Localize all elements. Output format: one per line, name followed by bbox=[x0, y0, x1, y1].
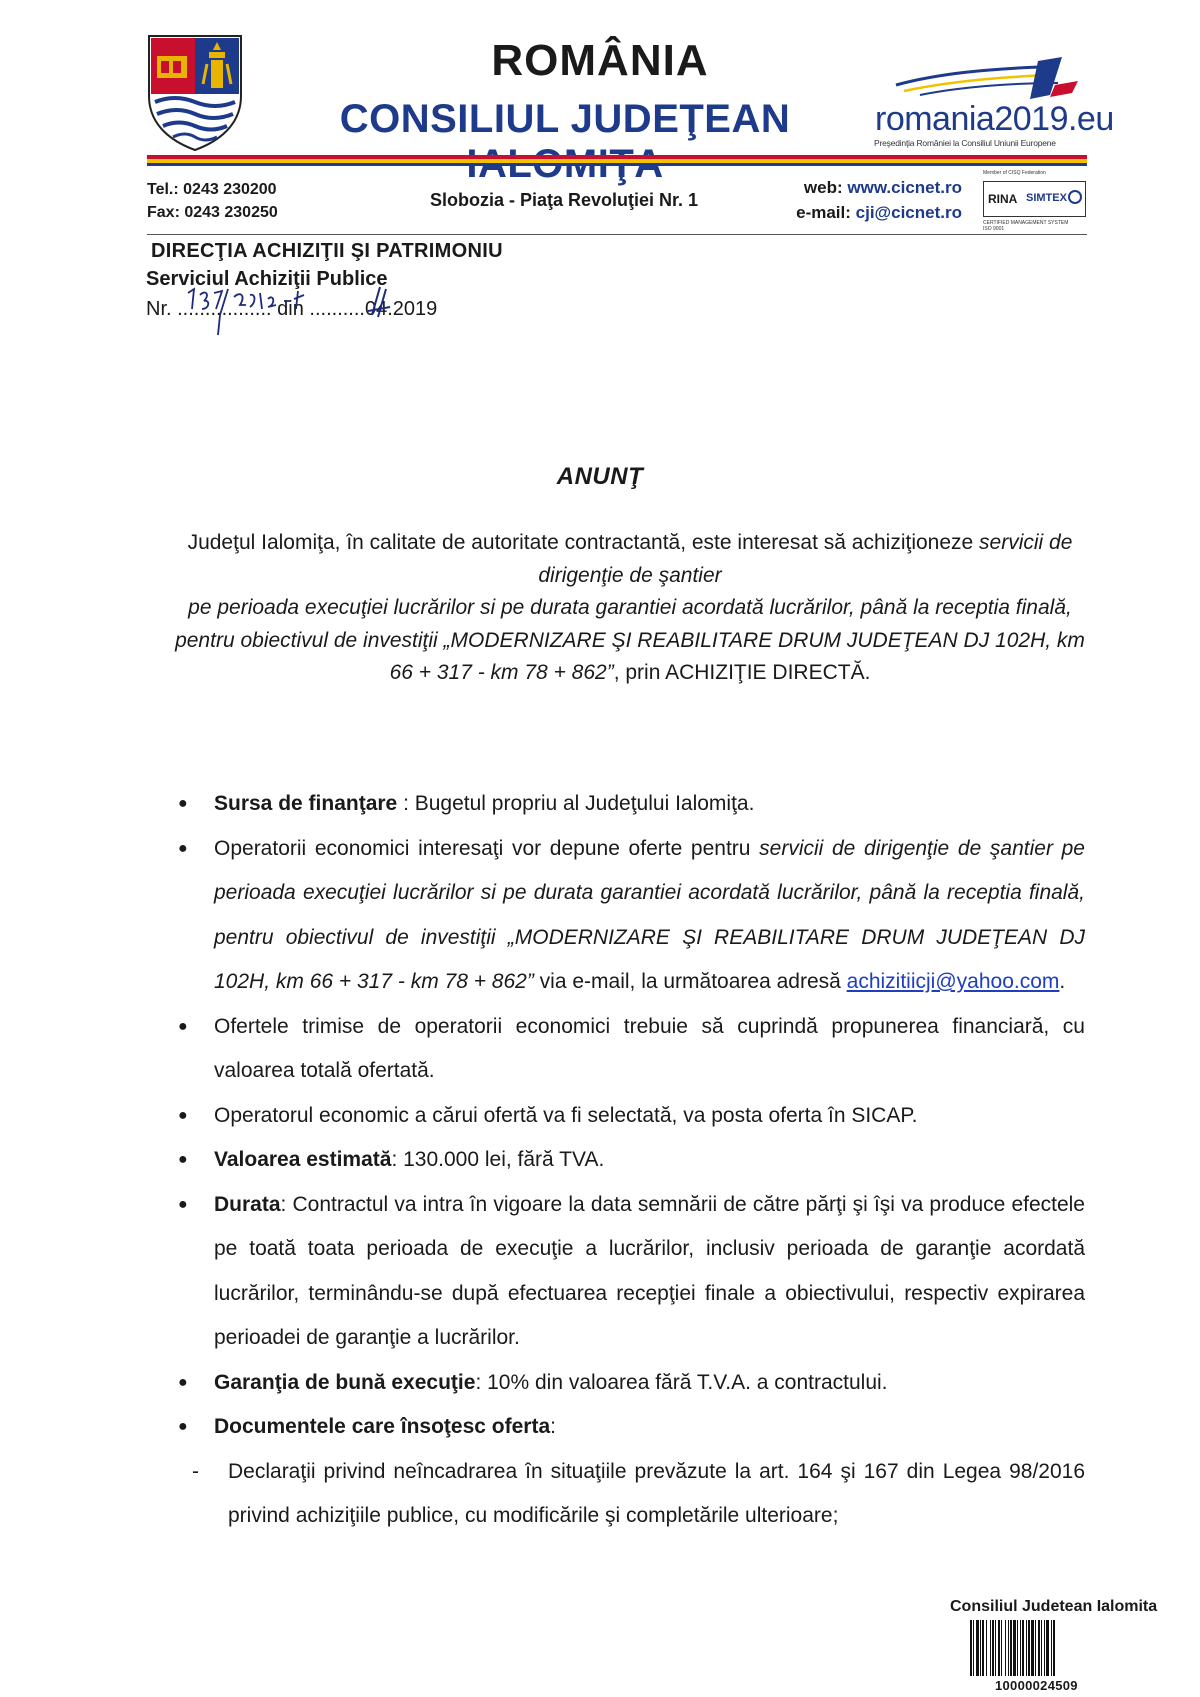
intro-text-a: Judeţul Ialomiţa, în calitate de autoritate contractantă, este interesat să achiziţioneze bbox=[187, 531, 980, 554]
item-text: Operatorii economici interesaţi vor depune oferte pentru bbox=[214, 836, 760, 860]
item-text: : 10% din valoarea fără T.V.A. a contractului. bbox=[475, 1370, 888, 1394]
council-heading: CONSILIUL JUDEŢEAN bbox=[339, 97, 791, 141]
barcode-bar bbox=[1035, 1620, 1036, 1676]
cert-rina-text: RINA bbox=[988, 192, 1018, 206]
bullet-icon: ● bbox=[178, 1106, 188, 1124]
nr-label: Nr. bbox=[146, 298, 172, 320]
barcode-bar bbox=[986, 1620, 987, 1676]
list-item-documents bbox=[170, 1405, 1085, 1450]
direction-name: DIRECŢIA ACHIZIŢII ŞI PATRIMONIU bbox=[151, 240, 503, 262]
item-heading: Garanţia de bună execuţie bbox=[214, 1370, 476, 1394]
barcode-bar bbox=[1053, 1620, 1055, 1676]
intro-text-c: pe perioada execuţiei lucrărilor si pe durata garantiei acordată lucrărilor, până la receptia finală, pentru obiectivul de investiţii „MODERNIZARE ŞI REABILITARE DRUM JUDEŢEAN DJ 102H, km 66 + 317 - km 78 + 862” bbox=[175, 596, 1085, 684]
item-text: : 130.000 lei, fără TVA. bbox=[391, 1148, 605, 1171]
list-item-funding bbox=[170, 782, 1085, 827]
barcode-bar bbox=[995, 1620, 996, 1676]
barcode-bar bbox=[973, 1620, 974, 1676]
barcode-bar bbox=[1028, 1620, 1030, 1676]
item-text: : Bugetul propriu al Judeţului Ialomiţa. bbox=[397, 792, 755, 815]
date-suffix: 04.2019 bbox=[364, 298, 438, 320]
intro-text-b: servicii de dirigenţie de şantier bbox=[538, 531, 1073, 587]
cert-system-text: CERTIFIED MANAGEMENT SYSTEM bbox=[983, 220, 1069, 226]
barcode-bar bbox=[1008, 1620, 1009, 1676]
barcode-bar bbox=[976, 1620, 979, 1676]
postal-address: Slobozia - Piaţa Revoluţiei Nr. 1 bbox=[430, 190, 699, 210]
item-text: Operatorul economic a cărui ofertă va fi selectată, va posta oferta în SICAP. bbox=[214, 1103, 918, 1127]
barcode-bar bbox=[1051, 1620, 1052, 1676]
barcode-image bbox=[968, 1620, 1130, 1680]
item-text-2: via e-mail, la următoarea adresă bbox=[533, 970, 847, 993]
registry-label: Consiliul Judetean Ialomita bbox=[950, 1598, 1158, 1615]
item-text: Declaraţii privind neîncadrarea în situaţiile prevăzute la art. 164 şi 167 din Legea 98/2016 privind achiziţiile publice, cu modificările şi completările ulterioare; bbox=[228, 1459, 1085, 1527]
barcode-bar bbox=[980, 1620, 981, 1676]
email-label: e-mail: bbox=[796, 203, 851, 222]
list-item-declarations bbox=[170, 1450, 1085, 1539]
conditions-list bbox=[170, 782, 1085, 1539]
country-heading: ROMÂNIA bbox=[491, 36, 709, 85]
barcode-bar bbox=[1038, 1620, 1040, 1676]
cert-iso-text: ISO 9001 bbox=[983, 226, 1005, 232]
website-link[interactable]: www.cicnet.ro bbox=[847, 178, 962, 197]
item-heading: Documentele care însoţesc oferta bbox=[214, 1415, 551, 1438]
intro-paragraph bbox=[170, 527, 1090, 690]
contact-web bbox=[762, 175, 962, 225]
barcode-bar bbox=[1020, 1620, 1021, 1676]
presidency-logo-text: romania2019.eu bbox=[875, 100, 1114, 138]
phone-number: Tel.: 0243 230200 bbox=[147, 181, 277, 198]
county-coat-of-arms bbox=[147, 34, 243, 152]
email-link[interactable]: cji@cicnet.ro bbox=[855, 203, 962, 222]
barcode-bar bbox=[1046, 1620, 1049, 1676]
offer-email-link[interactable]: achizitiicji@yahoo.com bbox=[846, 970, 1060, 993]
item-end: . bbox=[1059, 970, 1066, 993]
nr-dots: ................. bbox=[171, 298, 272, 320]
barcode-bar bbox=[1013, 1620, 1016, 1676]
cert-caption bbox=[983, 220, 1068, 232]
barcode-bar bbox=[1022, 1620, 1024, 1676]
presidency-logo-subtitle: Preşedinţia României la Consiliul Uniunii Europene bbox=[874, 138, 1056, 148]
barcode-number: 10000024509 bbox=[995, 1678, 1078, 1693]
item-heading: Valoarea estimată bbox=[214, 1148, 392, 1171]
bullet-icon: ● bbox=[178, 795, 188, 812]
document-title: ANUNŢ bbox=[556, 463, 644, 490]
barcode-bar bbox=[982, 1620, 984, 1676]
item-italic-text: servicii de dirigenţie de şantier pe perioada execuţiei lucrărilor si pe durata garantiei acordată lucrărilor, până la receptia finală, pentru obiectivul de investiţii „MODERNIZARE ŞI REABILITARE DRUM JUDEŢEAN DJ 102H, km 66 + 317 - km 78 + 862” bbox=[214, 836, 1085, 993]
handwritten-registration bbox=[180, 285, 410, 340]
list-item-financial bbox=[170, 1005, 1085, 1094]
barcode-bar bbox=[1010, 1620, 1012, 1676]
list-item-sicap bbox=[170, 1094, 1085, 1139]
barcode-bar bbox=[1017, 1620, 1018, 1676]
bullet-icon: ● bbox=[178, 1151, 188, 1168]
cert-globe-icon bbox=[1068, 190, 1082, 204]
barcode-bar bbox=[1041, 1620, 1042, 1676]
barcode-bar bbox=[970, 1620, 972, 1676]
barcode-bar bbox=[1005, 1620, 1006, 1676]
list-item-value bbox=[170, 1138, 1085, 1183]
web-label: web: bbox=[803, 178, 843, 197]
barcode-bar bbox=[1001, 1620, 1002, 1676]
barcode-bar bbox=[1026, 1620, 1027, 1676]
header-stripe-blue bbox=[147, 163, 1087, 166]
bullet-icon: ● bbox=[178, 1373, 188, 1391]
intro-text-d: , prin ACHIZIŢIE DIRECTĂ. bbox=[613, 661, 871, 684]
bullet-icon: ● bbox=[178, 1195, 188, 1213]
item-heading: Sursa de finanţare bbox=[214, 792, 398, 815]
item-heading: Durata bbox=[214, 1192, 281, 1216]
list-item-guarantee bbox=[170, 1361, 1085, 1406]
barcode-bar bbox=[1031, 1620, 1034, 1676]
list-item-duration bbox=[170, 1183, 1085, 1361]
barcode-bar bbox=[1044, 1620, 1045, 1676]
cert-simtex-text: SIMTEX bbox=[1026, 192, 1067, 204]
presidency-logo-swoosh bbox=[890, 55, 1080, 105]
contact-phones bbox=[147, 178, 278, 224]
service-name: Serviciul Achiziţii Publice bbox=[146, 268, 388, 290]
list-item-offers bbox=[170, 827, 1085, 1005]
bullet-icon: ● bbox=[178, 839, 188, 857]
barcode-bar bbox=[998, 1620, 1000, 1676]
dash-icon: - bbox=[192, 1459, 199, 1483]
din-label: din bbox=[271, 298, 310, 320]
item-text: : Contractul va intra în vigoare la data semnării de către părţi şi îşi va produce efectele pe toată toata perioada de execuţie a lucrărilor, inclusiv perioada de garanţie acordată lucrărilor, terminându-se după efectuarea recepţiei finale a obiectivului, respectiv expirarea perioadei de garanţie a lucrărilor. bbox=[214, 1192, 1085, 1349]
din-dots: .......... bbox=[309, 298, 365, 320]
fax-number: Fax: 0243 230250 bbox=[147, 204, 278, 221]
barcode-bar bbox=[992, 1620, 994, 1676]
certification-logo bbox=[983, 181, 1086, 217]
barcode-bar bbox=[990, 1620, 991, 1676]
item-text: : bbox=[550, 1415, 556, 1438]
bullet-icon: ● bbox=[178, 1418, 188, 1435]
item-text: Ofertele trimise de operatorii economici trebuie să cuprindă propunerea financiară, cu valoarea totală ofertată. bbox=[214, 1014, 1085, 1082]
bullet-icon: ● bbox=[178, 1017, 188, 1035]
header-divider bbox=[147, 234, 1087, 235]
cert-membership-note: Member of CISQ Federation bbox=[983, 170, 1046, 176]
